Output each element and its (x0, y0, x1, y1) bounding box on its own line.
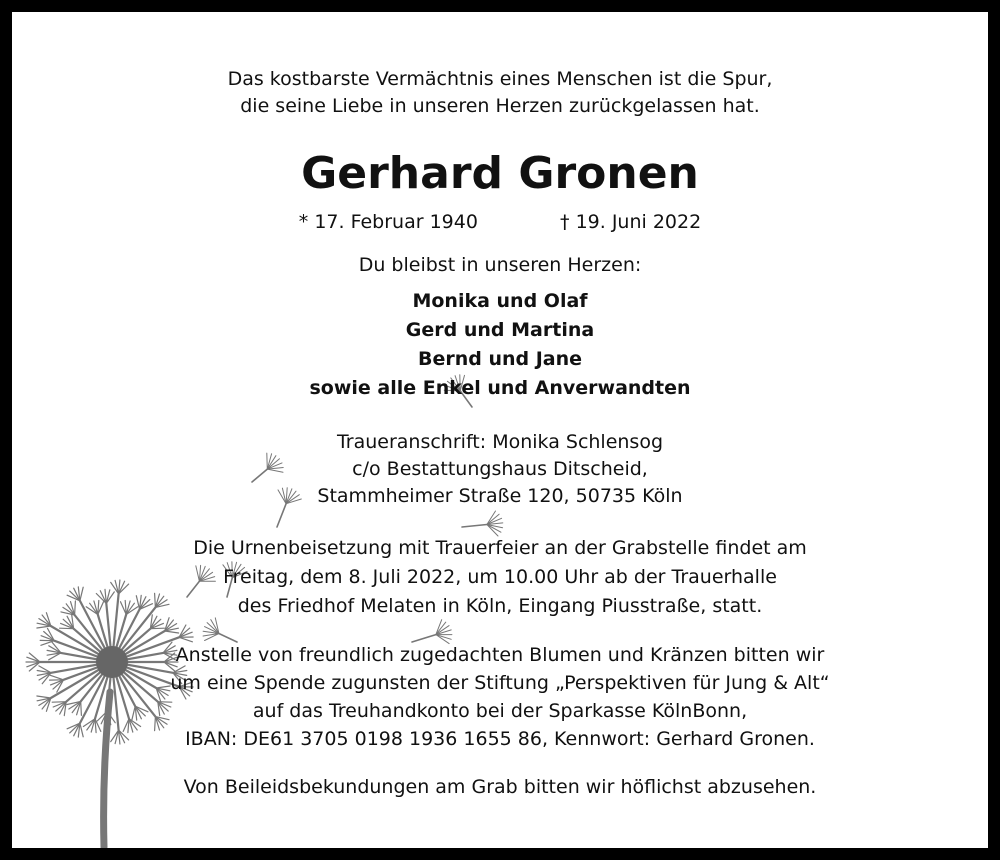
donation-line: um eine Spende zugunsten der Stiftung „Perspektiven für Jung & Alt“ (170, 672, 830, 694)
mourner-line: Bernd und Jane (417, 348, 583, 370)
motto-line-1: Das kostbarste Vermächtnis eines Menschen ist die Spur, (227, 68, 773, 90)
donation-line: Anstelle von freundlich zugedachten Blumen und Kränzen bitten wir (175, 644, 825, 666)
motto-line-2: die seine Liebe in unseren Herzen zurückgelassen hat. (240, 95, 760, 117)
death-date: † 19. Juni 2022 (560, 211, 702, 233)
ceremony-line: des Friedhof Melaten in Köln, Eingang Piusstraße, statt. (237, 595, 763, 617)
mourners-intro: Du bleibst in unseren Herzen: (358, 254, 642, 276)
mourner-line: Gerd und Martina (405, 319, 595, 341)
donation-line: auf das Treuhandkonto bei der Sparkasse KölnBonn, (252, 700, 748, 722)
mourner-line: Monika und Olaf (412, 290, 588, 312)
deceased-name: Gerhard Gronen (301, 148, 699, 199)
life-dates (12, 209, 988, 236)
obituary-card (12, 12, 988, 848)
address-line: Traueranschrift: Monika Schlensog (336, 431, 664, 453)
ceremony-line: Die Urnenbeisetzung mit Trauerfeier an der Grabstelle findet am (193, 537, 807, 559)
donation-line: IBAN: DE61 3705 0198 1936 1655 86, Kennwort: Gerhard Gronen. (185, 728, 815, 750)
mourner-line: sowie alle Enkel und Anverwandten (309, 377, 691, 399)
closing-note: Von Beileidsbekundungen am Grab bitten wir höflichst abzusehen. (183, 776, 817, 798)
address-line: Stammheimer Straße 120, 50735 Köln (317, 485, 683, 507)
birth-date: * 17. Februar 1940 (298, 211, 478, 233)
ceremony-line: Freitag, dem 8. Juli 2022, um 10.00 Uhr ab der Trauerhalle (223, 566, 777, 588)
address-line: c/o Bestattungshaus Ditscheid, (352, 458, 648, 480)
